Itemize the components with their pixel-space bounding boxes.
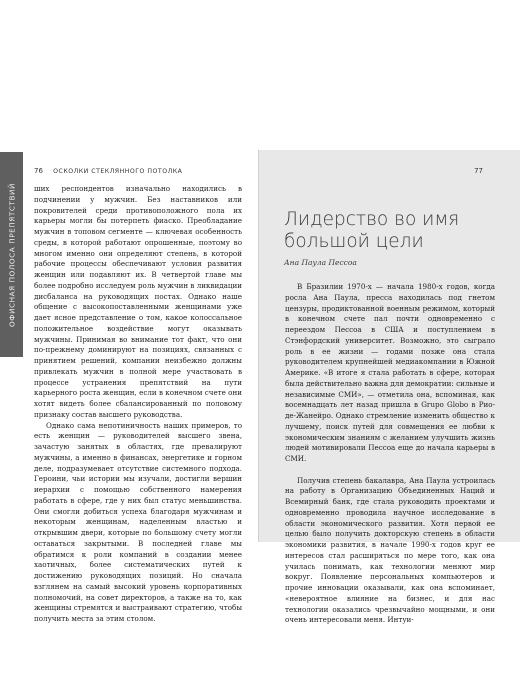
section-side-tab <box>0 152 23 357</box>
chapter-title: Лидерство во имя большой цели <box>284 209 460 252</box>
right-paragraph: В Бразилии 1970-х — начала 1980-х годов, когда росла Ана Паула, пресса находилась под гнетом цензуры, продиктованной военным режимом, который в конечном счете пал почти одновременно с переездом Пессоа в США и поступлением в Стэнфордский университет. Возможно, это сыграло роль в ее жизни — годами позже она стала руководителем крупнейшей медиакомпании в Южной Америке. «В итоге я стала работать в сфере, которая была действительно важна для демократии: сильные и независимые СМИ», — отметила она, вспоминая, как восемнадцать лет назад пришла в Grupo Globo в Рио-де-Жанейро. Однако стремление изменить общество к лучшему, поиск путей для совмещения ее любви к экономическим знаниям с желанием улучшить жизнь людей мотивировали Пессоа еще до начала карьеры в СМИ. <box>285 282 495 463</box>
left-page <box>0 0 258 700</box>
left-paragraph: Однако сама непотиничность наших примеров, то есть женщин — руководителей высшего звена, зачастую занятых в областях, где превалируют мужчины, а именно в финансах, энергетике и горном деле, подразумевает отсутствие системного подхода. Героини, чьи истории мы изучали, достигли вершин иерархии с помощью собственного намерения работать в сфере, где у них был статус меньшинства. Они смогли добиться успеха благодаря мужчинам и некоторым женщинам, наделенным властью и открывшим двери, которые по большому счету могли оставаться закрытыми. В последней главе мы обратимся к роли компаний в создании менее хаотичных, более систематических путей к достижению руководящих позиций. Но сначала взглянем на самый высокий уровень корпоративных полномочий, на совет директоров, а также на то, как женщины стремятся и выстраивают стратегию, чтобы получить места за этим столом. <box>34 420 242 623</box>
right-page-number: 77 <box>474 167 483 175</box>
section-side-tab-label: ОФИСНАЯ ПОЛОСА ПРЕПЯТСТВИЙ <box>7 182 16 327</box>
right-body-text <box>285 282 495 626</box>
right-paragraph: Получив степень бакалавра, Ана Паула устроилась на работу в Организацию Объединенных Наций и Всемирный банк, где стала руководить проектами и одновременно проводила научное исследование в области экономического развития. Хотя первой ее целью было получить докторскую степень в области экономики развития, в начале 1990-х годов круг ее интересов стал расширяться по мере того, как она училась понимать, как технологии меняют мир вокруг. Появление персональных компьютеров и прочие инновации оказывали, как она вспоминает, «невероятное влияние на бизнес, и для нас технологии оказались чрезвычайно мощными, и они очень интересовали меня. Интуи- <box>285 475 495 625</box>
left-paragraph: ших респондентов изначально находились в подчинении у мужчин. Без наставников или покровителей среди противоположного пола их карьеры могли бы потерпеть фиаско. Преобладание мужчин в топовом сегменте — ключевая особенность среды, в которой работают опрошенные, поэтому во многом именно они определяют степень, в которой рабочие процессы обеспечивают условия развития женщин или подавляют их. В четвертой главе мы более подробно исследуем роль мужчин в ликвидации дисбаланса на руководящих постах. Однако наше общение с высокопоставленными женщинами уже дает ясное представление о том, какое колоссальное положительное воздействие могут оказывать мужчины. Принимая во внимание тот факт, что они по-прежнему доминируют на позициях, связанных с принятием решений, компании неизбежно должны привлекать мужчин в полной мере участвовать в процессе устранения препятствий на пути карьерного роста женщин, если в конечном счете они хотят видеть более сбалансированный по половому признаку состав высшего руководства. <box>34 184 242 419</box>
chapter-author: Ана Паула Пессоа <box>284 258 357 267</box>
left-running-head <box>34 167 182 175</box>
left-page-number: 76 <box>34 167 43 175</box>
right-page <box>259 150 520 625</box>
left-body-text <box>34 184 242 625</box>
running-title: ОСКОЛКИ СТЕКЛЯННОГО ПОТОЛКА <box>53 168 183 175</box>
